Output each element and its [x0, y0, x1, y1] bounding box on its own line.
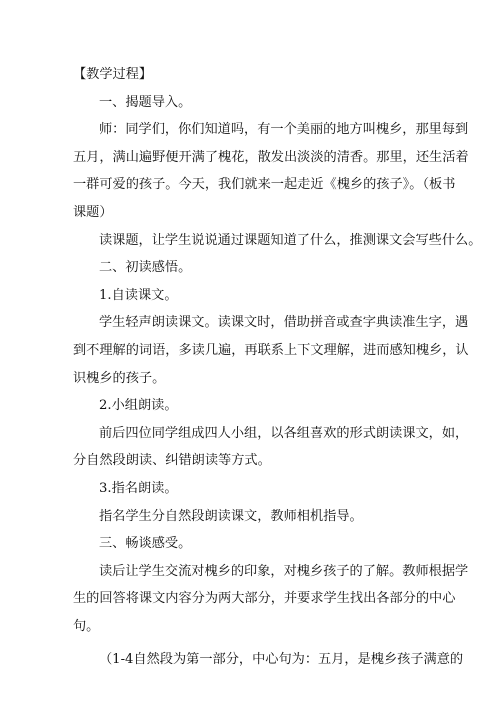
paragraph-line: 读后让学生交流对槐乡的印象，对槐乡孩子的了解。教师根据学	[99, 563, 469, 579]
subheading-named-reading: 3.指名朗读。	[99, 480, 178, 496]
paragraph-line: 句。	[73, 618, 100, 634]
paragraph-line: 学生轻声朗读课文。读课文时，借助拼音或查字典读准生字，遇	[99, 315, 469, 331]
paragraph-line: 五月，满山遍野便开满了槐花，散发出淡淡的清香。那里，还生活着	[73, 149, 469, 165]
section-heading-discussion: 三、畅谈感受。	[99, 536, 192, 552]
paragraph-line: 到不理解的词语，多读几遍，再联系上下文理解，进而感知槐乡，认	[73, 342, 469, 358]
paragraph-line: 师：同学们，你们知道吗，有一个美丽的地方叫槐乡，那里每到	[99, 122, 469, 138]
paragraph-line: 读课题，让学生说说通过课题知道了什么，推测课文会写些什么。	[99, 232, 482, 248]
paragraph-line: 分自然段朗读、纠错朗读等方式。	[73, 453, 271, 469]
paragraph-line: 一群可爱的孩子。今天，我们就来一起走近《槐乡的孩子》。（板书	[73, 177, 456, 193]
paragraph-line: 前后四位同学组成四人小组，以各组喜欢的形式朗读课文，如，	[99, 425, 469, 441]
subheading-self-reading: 1.自读课文。	[99, 287, 178, 303]
section-heading-teaching-process: 【教学过程】	[73, 67, 153, 82]
subheading-group-reading: 2.小组朗读。	[99, 398, 178, 414]
paragraph-line: 生的回答将课文内容分为两大部分，并要求学生找出各部分的中心	[73, 591, 456, 607]
section-heading-introduction: 一、揭题导入。	[99, 94, 192, 110]
paragraph-line: 课题）	[73, 204, 113, 220]
paragraph-line: 识槐乡的孩子。	[73, 370, 166, 386]
paragraph-line: 指名学生分自然段朗读课文，教师相机指导。	[99, 508, 363, 524]
lesson-text-body	[73, 61, 482, 674]
section-heading-first-reading: 二、初读感悟。	[99, 260, 192, 276]
paragraph-line: （1-4自然段为第一部分，中心句为：五月，是槐乡孩子满意的	[99, 652, 464, 668]
